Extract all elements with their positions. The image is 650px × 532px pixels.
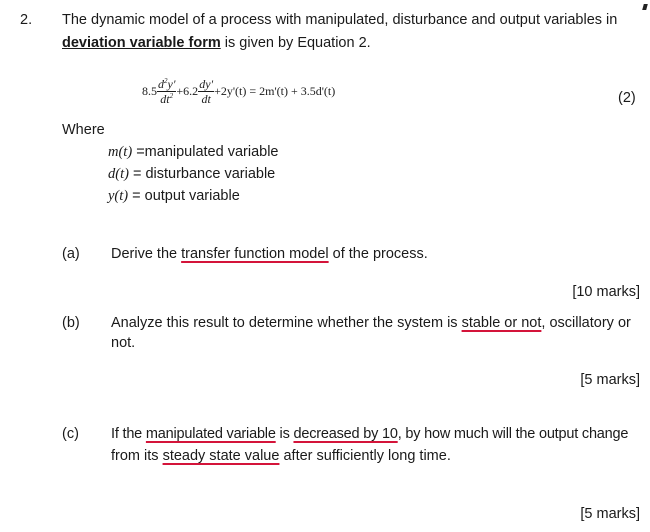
part-a-underlined: transfer function model bbox=[181, 246, 329, 262]
part-c-underlined-3: steady state value bbox=[162, 448, 280, 464]
equation-2 bbox=[142, 78, 335, 105]
equation-label: (2) bbox=[618, 90, 636, 106]
def-symbol-d: d(t) bbox=[108, 166, 129, 182]
part-a-text bbox=[111, 246, 428, 262]
part-c-label: (c) bbox=[62, 426, 79, 442]
part-c-underlined-2: decreased by 10 bbox=[293, 426, 398, 442]
part-c-line-2 bbox=[111, 448, 451, 464]
eq-first-derivative bbox=[198, 78, 214, 105]
part-c-marks: [5 marks] bbox=[580, 506, 640, 522]
corner-scan-mark bbox=[642, 4, 648, 10]
where-label: Where bbox=[62, 122, 105, 138]
part-b-line-2: not. bbox=[111, 335, 136, 351]
eq-coef-a: 8.5 bbox=[142, 84, 157, 98]
part-c-text bbox=[111, 426, 628, 442]
definition-output bbox=[108, 188, 240, 205]
part-b-label: (b) bbox=[62, 315, 80, 331]
part-a-label: (a) bbox=[62, 246, 80, 262]
eq-d2y-num: d bbox=[158, 77, 164, 91]
part-b-text bbox=[111, 315, 631, 331]
part-b-underlined: stable or not bbox=[461, 315, 542, 331]
part-a-marks: [10 marks] bbox=[572, 284, 640, 300]
def-symbol-m: m(t) bbox=[108, 144, 133, 160]
def-text-m: =manipulated variable bbox=[136, 144, 279, 160]
part-c-line2-pre: from its bbox=[111, 448, 159, 464]
eq-dy-num: dy' bbox=[199, 77, 214, 91]
eq-d2y-den: dt bbox=[160, 92, 170, 106]
part-c-pre: If the bbox=[111, 426, 143, 442]
eq-rhs: +2y'(t) = 2m'(t) + 3.5d'(t) bbox=[214, 84, 336, 98]
eq-plus-coef-b: +6.2 bbox=[176, 84, 199, 98]
definition-manipulated bbox=[108, 144, 278, 161]
part-c-underlined-1: manipulated variable bbox=[145, 426, 276, 442]
part-b-pre: Analyze this result to determine whether the system is bbox=[111, 315, 458, 331]
part-b-marks: [5 marks] bbox=[580, 372, 640, 388]
part-c-post: , by how much will the output change bbox=[397, 426, 629, 442]
def-text-y: = output variable bbox=[132, 188, 240, 204]
intro-line-1: The dynamic model of a process with manipulated, disturbance and output variables in bbox=[62, 12, 618, 28]
eq-second-derivative: $\frac{d^2y'}{dt^2}$ bbox=[158, 77, 176, 106]
def-text-d: = disturbance variable bbox=[132, 166, 276, 182]
intro-line-2-rest: is given by Equation 2. bbox=[224, 35, 371, 51]
eq-dy-den: dt bbox=[201, 92, 211, 106]
part-a-pre: Derive the bbox=[111, 246, 178, 262]
intro-line-2 bbox=[62, 35, 371, 51]
definition-disturbance bbox=[108, 166, 275, 183]
question-number: 2. bbox=[20, 12, 33, 28]
part-c-mid: is bbox=[279, 426, 290, 442]
part-a-post: of the process. bbox=[332, 246, 428, 262]
part-c-line2-post: after sufficiently long time. bbox=[283, 448, 451, 464]
def-symbol-y: y(t) bbox=[108, 188, 129, 204]
part-b-post: , oscillatory or bbox=[541, 315, 631, 331]
intro-bold-term: deviation variable form bbox=[62, 35, 221, 51]
eq-d2y-var: y' bbox=[167, 77, 176, 91]
